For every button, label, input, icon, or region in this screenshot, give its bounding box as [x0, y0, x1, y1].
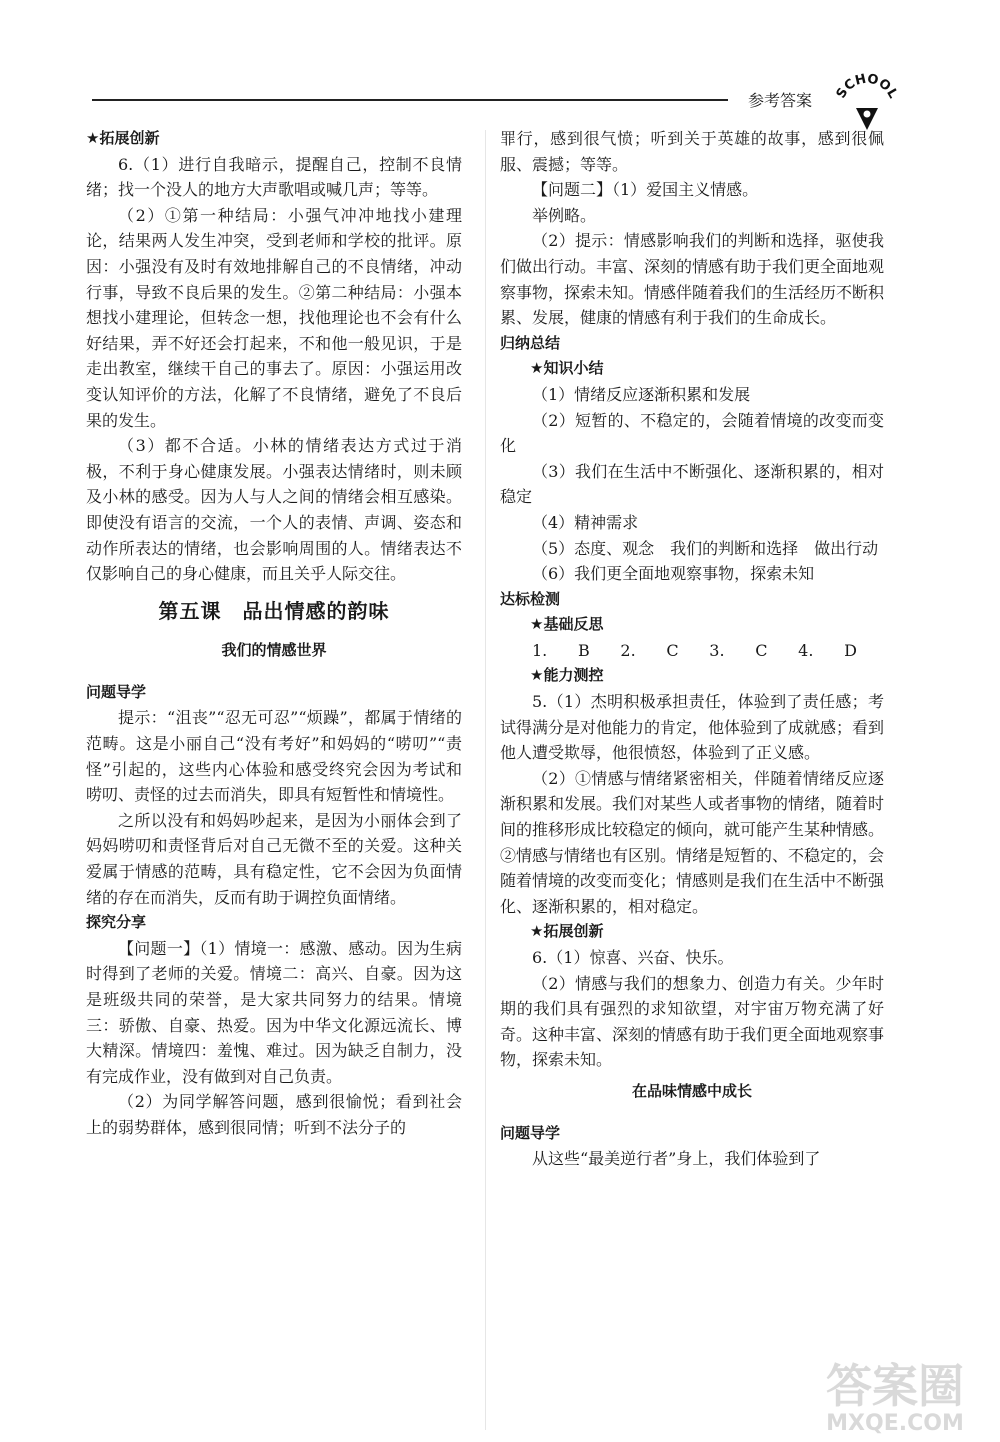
section-heading: 达标检测: [500, 589, 561, 608]
logo-text: SCHOOL: [833, 71, 901, 102]
section-heading: ★拓展创新: [530, 922, 604, 941]
paragraph: （2）情感与我们的想象力、创造力有关。少年时期的我们具有强烈的求知欲望，对宇宙万物充满了好奇。这种丰富、深刻的情感有助于我们更全面地观察事物，探索未知。: [500, 973, 885, 1070]
paragraph: 5.（1）杰明积极承担责任，体验到了责任感；考试得满分是对他能力的肯定，他体验到了成就感；看到他人遭受欺辱，他很愤怒，体验到了正义感。: [500, 692, 885, 763]
paragraph: （2）提示：情感影响我们的判断和选择，驱使我们做出行动。丰富、深刻的情感有助于我们更全面地观察事物，探索未知。情感伴随着我们的生活经历不断积累、发展，健康的情感有利于我们的生命成长。: [500, 231, 885, 328]
section-heading: ★拓展创新: [86, 129, 160, 147]
right-column: [500, 126, 884, 1172]
paragraph: （3）都不合适。小林的情绪表达方式过于消极，不利于身心健康发展。小强表达情绪时，则未顾及小林的感受。因为人与人之间的情绪会相互感染。即使没有语言的交流，一个人的表情、声调、姿态和动作所表达的情绪，也会影响周围的人。情绪表达不仅影响自己的身心健康，而且关乎人际交往。: [86, 436, 462, 584]
paragraph: 6.（1）进行自我暗示，提醒自己，控制不良情绪；找一个没人的地方大声歌唱或喊几声；等等。: [86, 154, 462, 200]
paragraph: 6.（1）惊喜、兴奋、快乐。: [532, 948, 734, 967]
paragraph: 之所以没有和妈妈吵起来，是因为小丽体会到了妈妈唠叨和责怪背后对自己无微不至的关爱。这种关爱属于情感的范畴，具有稳定性，它不会因为负面情绪的存在而消失，反而有助于调控负面情绪。: [86, 810, 462, 907]
paragraph: 罪行，感到很气愤；听到关于英雄的故事，感到很佩服、震撼；等等。: [500, 129, 884, 174]
paragraph: （1）情绪反应逐渐积累和发展: [532, 384, 751, 404]
watermark-main: 答案圈: [826, 1359, 964, 1413]
paragraph: （4）精神需求: [532, 512, 639, 532]
paragraph: （2）①情感与情绪紧密相关，伴随着情绪反应逐渐积累和发展。我们对某些人或者事物的情绪，随着时间的推移形成比较稳定的倾向，就可能产生某种情感。②情感与情绪也有区别。情绪是短暂的、不稳定的，会随着情境的改变而变化；情感则是我们在生活中不断强化、逐渐积累的，相对稳定。: [500, 768, 885, 916]
paragraph: 提示：“沮丧”“忍无可忍”“烦躁”，都属于情绪的范畴。这是小丽自己“没有考好”和妈妈的“唠叨”“责怪”引起的，这些内心体验和感受终究会因为考试和唠叨、责怪的过去而消失，即具有短暂性和情境性。: [86, 708, 462, 805]
paragraph: 【问题二】（1）爱国主义情感。: [532, 180, 759, 200]
section-heading: 探究分享: [86, 913, 147, 932]
section-heading: ★基础反思: [530, 615, 604, 634]
section-heading: 问题导学: [86, 682, 147, 701]
header-rule: [92, 99, 728, 101]
svg-text:SCHOOL: [834, 72, 900, 102]
watermark-sub: MXQE.COM: [826, 1411, 964, 1436]
answer-line: 1. B 2. C 3. C 4. D: [532, 640, 857, 660]
paragraph: 【问题一】（1）情境一：感激、感动。因为生病时得到了老师的关爱。情境二：高兴、自豪。因为这是班级共同的荣誉，是大家共同努力的结果。情境三：骄傲、自豪、热爱。因为中华文化源远流长、博大精深。情境四：羞愧、难过。因为缺乏自制力，没有完成作业，没有做到对自己负责。: [86, 938, 462, 1086]
paragraph: （2）短暂的、不稳定的，会随着情境的改变而变化: [500, 410, 884, 456]
watermark: [800, 1352, 990, 1436]
page-header-title: 参考答案: [748, 91, 813, 110]
paragraph: （5）态度、观念 我们的判断和选择 做出行动: [532, 538, 879, 558]
section-heading: ★能力测控: [530, 666, 604, 685]
paragraph: 从这些“最美逆行者”身上，我们体验到了: [532, 1149, 821, 1169]
paragraph: 举例略。: [532, 205, 597, 225]
section-heading: 归纳总结: [500, 333, 561, 352]
paragraph: （2）为同学解答问题，感到很愉悦；看到社会上的弱势群体，感到很同情；听到不法分子的: [86, 1092, 462, 1137]
lesson-title: 第五课 品出情感的韵味: [158, 598, 390, 623]
section-heading: ★知识小结: [530, 359, 604, 378]
column-divider: [485, 130, 486, 1430]
section-title: 我们的情感世界: [221, 641, 327, 660]
section-title: 在品味情感中成长: [631, 1081, 752, 1100]
paragraph: （6）我们更全面地观察事物，探索未知: [532, 564, 815, 584]
paragraph: （3）我们在生活中不断强化、逐渐积累的，相对稳定: [500, 461, 884, 507]
left-column: [86, 126, 462, 1141]
paragraph: （2）①第一种结局：小强气冲冲地找小建理论，结果两人发生冲突，受到老师和学校的批评。原因：小强没有及时有效地排解自己的不良情绪，冲动行事，导致不良后果的发生。②第二种结局：小强本想找小建理论，但转念一想，找他理论也不会有什么好结果，弄不好还会打起来，不和他一般见识，于是走出教室，继续干自己的事去了。原因：小强运用改变认知评价的方法，化解了不良情绪，避免了不良后果的发生。: [86, 205, 462, 430]
section-heading: 问题导学: [500, 1123, 561, 1142]
